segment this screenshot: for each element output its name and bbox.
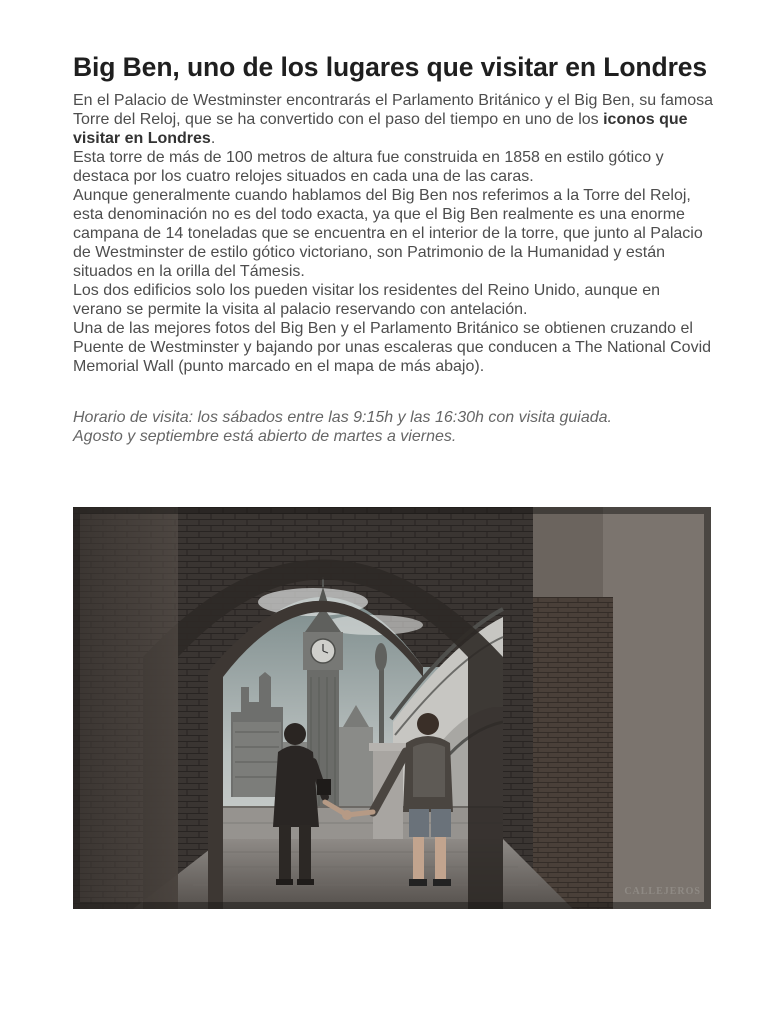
photo-illustration: [73, 507, 711, 909]
hours-line-1: Horario de visita: los sábados entre las 9:15h y las 16:30h con visita guiada.: [73, 409, 612, 426]
paragraph-tower: Esta torre de más de 100 metros de altura fue construida en 1858 en estilo gótico y destaca por los cuatro relojes situados en cada una de las caras.: [73, 149, 664, 185]
intro-bold-text: iconos que visitar en Londres: [73, 111, 688, 147]
paragraph-photos: Una de las mejores fotos del Big Ben y el Parlamento Británico se obtienen cruzando el Puente de Westminster y bajando por unas escaleras que conducen a The National Covid Memorial Wall (punto marcado en el mapa de más abajo).: [73, 320, 712, 375]
visiting-hours: [73, 408, 713, 446]
article-body: [73, 91, 713, 376]
photo-watermark: CALLEJEROS: [624, 886, 701, 897]
intro-text: En el Palacio de Westminster encontrarás el Parlamento Británico y el Big Ben, su famosa Torre del Reloj, que se ha convertido con el paso del tiempo en uno de los: [73, 92, 714, 128]
intro-end: .: [210, 130, 216, 147]
paragraph-bell: Aunque generalmente cuando hablamos del Big Ben nos referimos a la Torre del Reloj, esta denominación no es del todo exacta, ya que el Big Ben realmente es una enorme campana de 14 toneladas que se encuentra en el interior de la torre, que junto al Palacio de Westminster de estilo gótico victoriano, son Patrimonio de la Humanidad y están situados en la orilla del Támesis.: [73, 187, 703, 280]
big-ben-photo: [73, 507, 711, 909]
article-title: Big Ben, uno de los lugares que visitar en Londres: [73, 52, 708, 82]
intro-paragraph: [73, 91, 713, 148]
article: [73, 52, 713, 446]
paragraph-visits: Los dos edificios solo los pueden visitar los residentes del Reino Unido, aunque en verano se permite la visita al palacio reservando con antelación.: [73, 282, 661, 318]
hours-line-2: Agosto y septiembre está abierto de martes a viernes.: [73, 428, 457, 445]
